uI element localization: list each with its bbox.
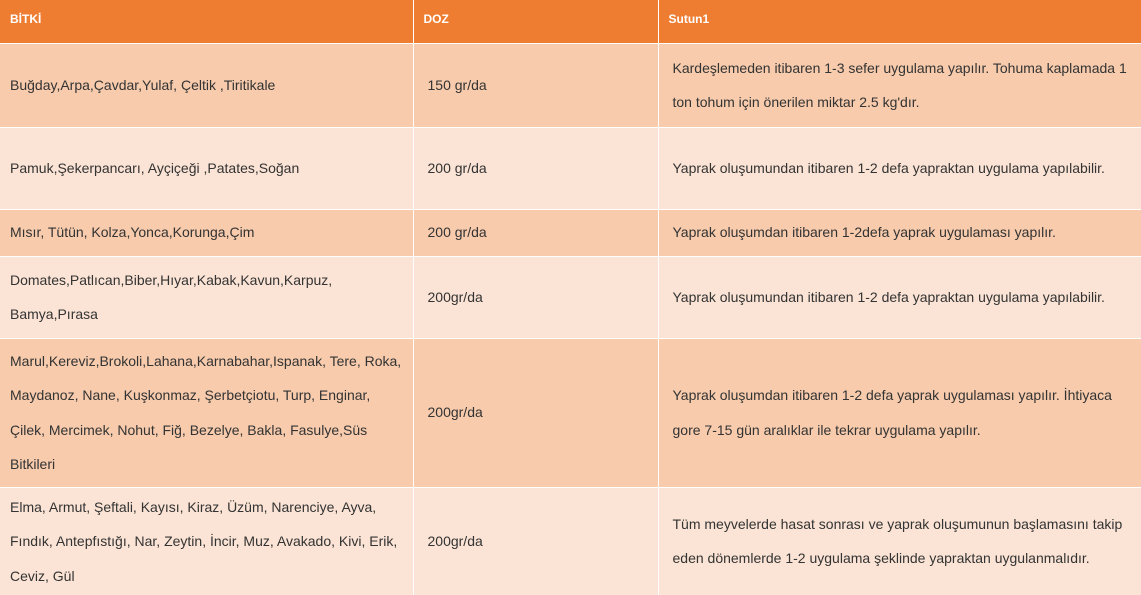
table-row [0, 487, 1141, 595]
header-row [0, 0, 1141, 43]
table-row [0, 127, 1141, 209]
cell-plant: Mısır, Tütün, Kolza,Yonca,Korunga,Çim [0, 209, 413, 256]
table-row [0, 256, 1141, 338]
cell-dose: 150 gr/da [413, 43, 658, 127]
cell-plant: Domates,Patlıcan,Biber,Hıyar,Kabak,Kavun,Karpuz, Bamya,Pırasa [0, 256, 413, 338]
cell-plant: Marul,Kereviz,Brokoli,Lahana,Karnabahar,Ispanak, Tere, Roka, Maydanoz, Nane, Kuşkonmaz, Şerbetçiotu, Turp, Enginar, Çilek, Mercimek, Nohut, Fiğ, Bezelye, Bakla, Fasulye,Süs Bitkileri [0, 338, 413, 487]
cell-plant: Buğday,Arpa,Çavdar,Yulaf, Çeltik ,Tiritikale [0, 43, 413, 127]
cell-note: Yaprak oluşumundan itibaren 1-2 defa yapraktan uygulama yapılabilir. [658, 127, 1141, 209]
cell-note: Yaprak oluşumundan itibaren 1-2 defa yapraktan uygulama yapılabilir. [658, 256, 1141, 338]
cell-plant: Elma, Armut, Şeftali, Kayısı, Kiraz, Üzüm, Narenciye, Ayva, Fındık, Antepfıstığı, Nar, Zeytin, İncir, Muz, Avakado, Kivi, Erik, Ceviz, Gül [0, 487, 413, 595]
cell-dose: 200 gr/da [413, 127, 658, 209]
header-note: Sutun1 [658, 0, 1141, 43]
table-row [0, 338, 1141, 487]
cell-note: Yaprak oluşumdan itibaren 1-2 defa yaprak uygulaması yapılır. İhtiyaca gore 7-15 gün aralıklar ile tekrar uygulama yapılır. [658, 338, 1141, 487]
cell-note: Tüm meyvelerde hasat sonrası ve yaprak oluşumunun başlamasını takip eden dönemlerde 1-2 uygulama şeklinde yapraktan uygulanmalıdır. [658, 487, 1141, 595]
cell-dose: 200gr/da [413, 487, 658, 595]
header-dose: DOZ [413, 0, 658, 43]
cell-note: Yaprak oluşumdan itibaren 1-2defa yaprak uygulaması yapılır. [658, 209, 1141, 256]
cell-plant: Pamuk,Şekerpancarı, Ayçiçeği ,Patates,Soğan [0, 127, 413, 209]
cell-note: Kardeşlemeden itibaren 1-3 sefer uygulama yapılır. Tohuma kaplamada 1 ton tohum için önerilen miktar 2.5 kg'dır. [658, 43, 1141, 127]
table-row [0, 43, 1141, 127]
header-plant: BİTKİ [0, 0, 413, 43]
table-row [0, 209, 1141, 256]
cell-dose: 200gr/da [413, 338, 658, 487]
cell-dose: 200 gr/da [413, 209, 658, 256]
cell-dose: 200gr/da [413, 256, 658, 338]
